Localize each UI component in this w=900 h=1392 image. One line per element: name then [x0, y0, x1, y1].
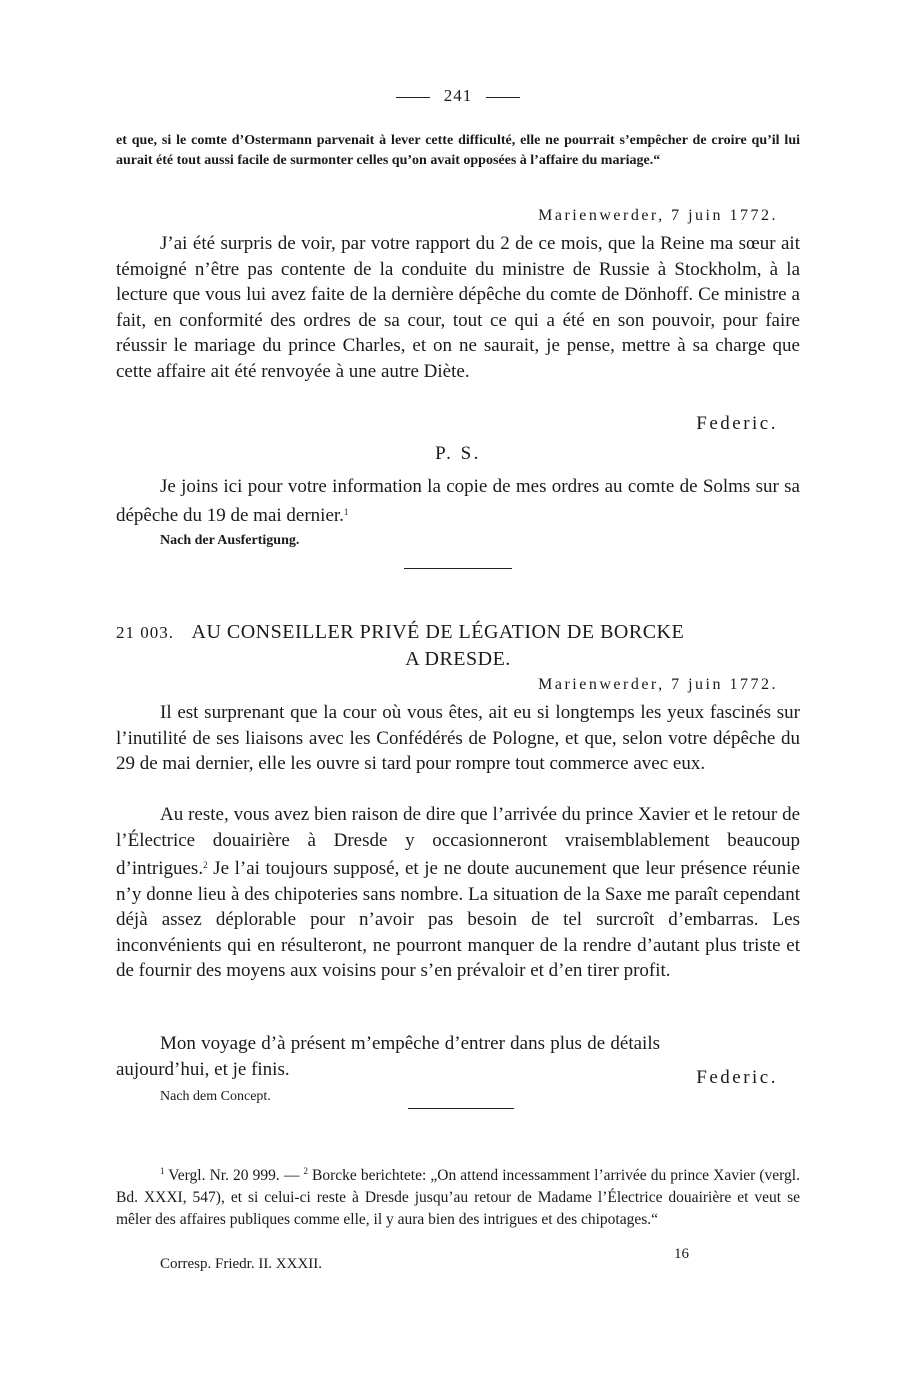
page-number: 241: [443, 86, 473, 105]
footnote-ref-2: 2: [203, 860, 208, 870]
page-header: [116, 86, 800, 106]
signature-mark: 16: [674, 1246, 689, 1262]
letter1-dateline: Marienwerder, 7 juin 1772.: [538, 207, 778, 224]
footnote-1-text: Vergl. Nr. 20 999. —: [164, 1167, 304, 1184]
postscript-label: P. S.: [435, 443, 481, 464]
letter2-paragraph-2-part-b: Je l’ai toujours supposé, et je ne doute aucunement que leur présence réunie n’y donne lieu à des chipoteries sans nombre. La situation de la Saxe me paraît cependant déjà assez déplorable pour n’avoir pas besoin de tel surcroît d’embarras. Les inconvénients qui en résulteront, ne pourront manquer de la rendre d’autant plus triste et de fournir des moyens aux voisins pour s’en prévaloir et d’en tirer profit.: [116, 858, 800, 981]
letter2-title-line2: A DRESDE.: [405, 648, 511, 670]
letter2-dateline: Marienwerder, 7 juin 1772.: [538, 676, 778, 693]
section-divider: [404, 568, 512, 569]
footnotes: [116, 1160, 800, 1231]
letter2-title-line1: AU CONSEILLER PRIVÉ DE LÉGATION DE BORCKE: [191, 621, 685, 643]
footnote-mark-1: 1: [160, 1166, 165, 1176]
postscript-body: Je joins ici pour votre information la copie de mes ordres au comte de Solms sur sa dépêche du 19 de mai dernier.: [116, 476, 800, 526]
letter2-paragraph-1: Il est surprenant que la cour où vous êtes, ait eu si longtemps les yeux fascinés sur l’inutilité de ses liaisons avec les Confédérés de Pologne, et que, selon votre dépêche du 29 de mai dernier, elle les ouvre si tard pour rompre tout commerce avec eux.: [116, 702, 800, 774]
footnote-2-text: Borcke berichtete: „On attend incessamment l’arrivée du prince Xavier (vergl. Bd. XXXI, 547), et si celui-ci reste à Dresde jusqu’au retour de Madame l’Électrice douairière et veut se mêler des affaires publiques comme elle, il y aura bien des intrigues et des chipotages.“: [116, 1167, 800, 1228]
letter1-paragraph: J’ai été surpris de voir, par votre rapport du 2 de ce mois, que la Reine ma sœur ait témoigné n’être pas contente de la conduite du ministre de Russie à Stockholm, à la lecture que vous lui avez faite de la dernière dépêche du comte de Dönhoff. Ce ministre a fait, en conformité des ordres de sa cour, tout ce qui a été en son pouvoir, pour faire réussir le mariage du prince Charles, et on ne saurait, je pense, mettre à sa charge que cette affaire ait été renvoyée à une autre Diète.: [116, 233, 800, 382]
continued-paragraph: et que, si le comte d’Ostermann parvenait à lever cette difficulté, elle ne pourrait s’empêcher de croire qu’il lui aurait été tout aussi facile de surmonter celles qu’on avait opposées à l’affaire du mariage.“: [116, 133, 800, 168]
letter2-paragraph-3: Mon voyage d’à présent m’empêche d’entrer dans plus de détails aujourd’hui, et je finis.: [116, 1033, 660, 1080]
letter2-paragraph-2-part-a: Au reste, vous avez bien raison de dire que l’arrivée du prince Xavier et le retour de l’Électrice douairière à Dresde y occasionneront vraisemblablement beaucoup d’intrigues.: [116, 804, 800, 879]
letter2-signature: Federic.: [696, 1067, 778, 1088]
postscript-text: [116, 474, 800, 528]
letter2-heading: [116, 619, 800, 646]
header-dash-left: [396, 97, 430, 98]
footnote-mark-2: 2: [303, 1166, 308, 1176]
letter1-signature: Federic.: [696, 413, 778, 434]
letter1-source-note: Nach der Ausfertigung.: [160, 533, 300, 548]
letter2-number: 21 003.: [116, 623, 174, 642]
letter2-paragraph-2: [116, 802, 800, 984]
footnote-ref-1: 1: [343, 506, 349, 517]
footnote-divider: [408, 1108, 514, 1109]
series-footer: Corresp. Friedr. II. XXXII.: [160, 1256, 323, 1272]
header-dash-right: [486, 97, 520, 98]
letter2-source-note: Nach dem Concept.: [160, 1089, 271, 1104]
